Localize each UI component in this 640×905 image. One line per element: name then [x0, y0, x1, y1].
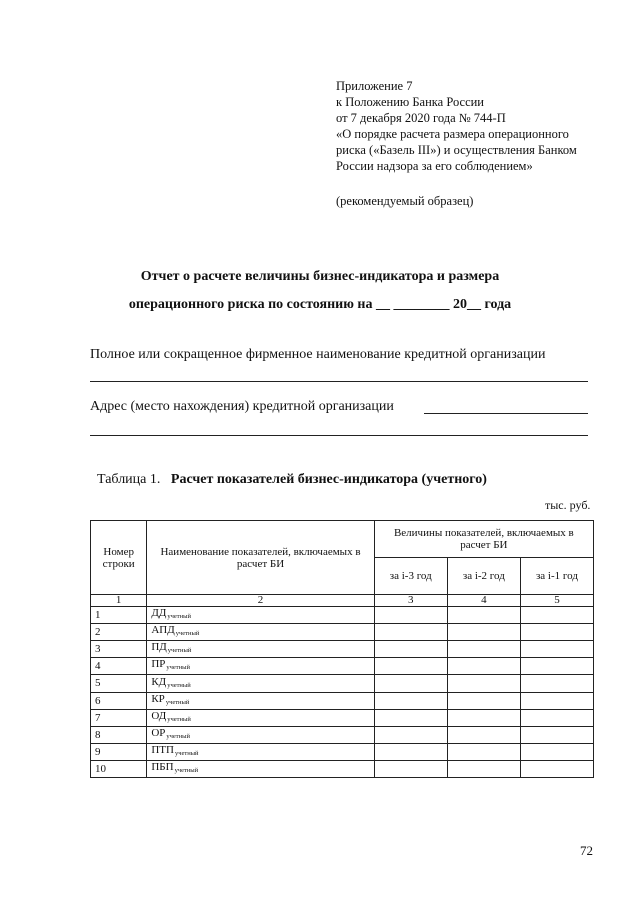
- appendix-header: [336, 78, 616, 174]
- indicator-suffix: учетный: [175, 630, 200, 637]
- indicator-suffix: учетный: [167, 681, 191, 689]
- address-underline: [90, 435, 588, 436]
- header-values-group: Величины показателей, включаемых в расчет БИ: [374, 521, 593, 558]
- value-cell[interactable]: [447, 641, 520, 658]
- table-row: [91, 658, 594, 675]
- indicator-name-cell: [147, 761, 374, 778]
- header-year-i3: за i-3 год: [374, 558, 447, 595]
- units-label: тыс. руб.: [545, 498, 591, 512]
- value-cell[interactable]: [447, 693, 520, 710]
- indicator-name: КР: [151, 693, 165, 705]
- table-row: [91, 761, 594, 778]
- indicator-name: ОР: [151, 727, 166, 739]
- indicator-suffix: учетный: [166, 733, 190, 740]
- appendix-line: России надзора за его соблюдением»: [336, 159, 533, 173]
- value-cell[interactable]: [520, 675, 593, 693]
- value-cell[interactable]: [447, 761, 520, 778]
- appendix-line: риска («Базель III») и осуществления Банком: [336, 143, 577, 157]
- header-year-i2: за i-2 год: [447, 558, 520, 595]
- header-row-number: Номер строки: [91, 521, 147, 595]
- row-number: 4: [91, 658, 147, 675]
- table-header-row: [91, 521, 594, 558]
- column-number: 2: [147, 595, 374, 607]
- value-cell[interactable]: [374, 761, 447, 778]
- value-cell[interactable]: [374, 607, 447, 624]
- indicator-name-cell: [147, 641, 374, 658]
- indicator-name-cell: [147, 658, 374, 675]
- row-number: 9: [91, 744, 147, 761]
- table-row: [91, 710, 594, 727]
- value-cell[interactable]: [447, 675, 520, 693]
- value-cell[interactable]: [520, 710, 593, 727]
- table-row: [91, 624, 594, 641]
- value-cell[interactable]: [447, 607, 520, 624]
- table-body: [91, 607, 594, 778]
- table-row: [91, 727, 594, 744]
- indicator-suffix: учетный: [174, 750, 199, 757]
- appendix-line: Приложение 7: [336, 79, 413, 93]
- value-cell[interactable]: [374, 624, 447, 641]
- value-cell[interactable]: [520, 641, 593, 658]
- indicator-name-cell: [147, 607, 374, 624]
- indicator-name-cell: [147, 744, 374, 761]
- report-title-line-2: операционного риска по состоянию на __ ________ 20__ года: [128, 297, 512, 312]
- page-number: 72: [580, 843, 593, 858]
- indicator-name-cell: [147, 675, 374, 693]
- table-caption-title: Расчет показателей бизнес-индикатора (учетного): [170, 472, 487, 487]
- indicator-name: КД: [151, 675, 167, 688]
- indicator-name-cell: [147, 693, 374, 710]
- indicator-suffix: учетный: [166, 664, 190, 671]
- row-number: 8: [91, 727, 147, 744]
- header-indicator-name: Наименование показателей, включаемых в расчет БИ: [147, 521, 374, 595]
- column-number: 1: [91, 595, 147, 607]
- row-number: 5: [91, 675, 147, 693]
- indicator-name: АПД: [151, 624, 175, 636]
- value-cell[interactable]: [374, 710, 447, 727]
- appendix-line: «О порядке расчета размера операционного: [336, 127, 569, 141]
- header-year-i1: за i-1 год: [520, 558, 593, 595]
- indicator-suffix: учетный: [167, 613, 191, 620]
- table-caption: [97, 472, 487, 488]
- table-row: [91, 641, 594, 658]
- column-number: 3: [374, 595, 447, 607]
- column-number-row: [91, 595, 594, 607]
- indicator-name-cell: [147, 624, 374, 641]
- table-row: [91, 744, 594, 761]
- indicator-suffix: учетный: [167, 716, 191, 723]
- value-cell[interactable]: [520, 624, 593, 641]
- column-number: 5: [520, 595, 593, 607]
- address-label: Адрес (место нахождения) кредитной организации: [90, 399, 394, 414]
- table-caption-prefix: Таблица 1.: [97, 472, 161, 487]
- indicator-name: ПР: [151, 658, 166, 670]
- value-cell[interactable]: [520, 727, 593, 744]
- indicator-name-cell: [147, 727, 374, 744]
- value-cell[interactable]: [447, 624, 520, 641]
- value-cell[interactable]: [520, 658, 593, 675]
- value-cell[interactable]: [447, 710, 520, 727]
- value-cell[interactable]: [520, 693, 593, 710]
- indicator-name: ПБП: [151, 761, 174, 773]
- value-cell[interactable]: [447, 727, 520, 744]
- table-row: [91, 693, 594, 710]
- value-cell[interactable]: [520, 761, 593, 778]
- report-title-line-1: Отчет о расчете величины бизнес-индикатора и размера: [140, 269, 500, 284]
- sample-note: (рекомендуемый образец): [336, 194, 474, 208]
- indicator-suffix: учетный: [167, 647, 192, 654]
- indicator-name: ПТП: [151, 744, 174, 756]
- row-number: 7: [91, 710, 147, 727]
- row-number: 10: [91, 761, 147, 778]
- row-number: 1: [91, 607, 147, 624]
- indicator-name-cell: [147, 710, 374, 727]
- indicator-name: ДД: [151, 607, 167, 619]
- value-cell[interactable]: [374, 744, 447, 761]
- row-number: 3: [91, 641, 147, 658]
- indicator-suffix: учетный: [174, 767, 199, 774]
- appendix-line: к Положению Банка России: [336, 95, 484, 109]
- value-cell[interactable]: [374, 675, 447, 693]
- row-number: 6: [91, 693, 147, 710]
- value-cell[interactable]: [520, 607, 593, 624]
- value-cell[interactable]: [447, 744, 520, 761]
- table-row: [91, 675, 594, 693]
- column-number: 4: [447, 595, 520, 607]
- indicator-name: ОД: [151, 710, 167, 722]
- appendix-line: от 7 декабря 2020 года № 744-П: [336, 111, 506, 125]
- row-number: 2: [91, 624, 147, 641]
- value-cell[interactable]: [520, 744, 593, 761]
- org-name-label: Полное или сокращенное фирменное наименование кредитной организации: [90, 347, 546, 362]
- indicator-name: ПД: [151, 641, 167, 653]
- address-underline-inline: [424, 413, 588, 414]
- value-cell[interactable]: [374, 658, 447, 675]
- table-row: [91, 607, 594, 624]
- business-indicator-table: [90, 520, 594, 778]
- org-name-underline: [90, 381, 588, 382]
- value-cell[interactable]: [447, 658, 520, 675]
- value-cell[interactable]: [374, 641, 447, 658]
- value-cell[interactable]: [374, 727, 447, 744]
- value-cell[interactable]: [374, 693, 447, 710]
- indicator-suffix: учетный: [165, 699, 190, 706]
